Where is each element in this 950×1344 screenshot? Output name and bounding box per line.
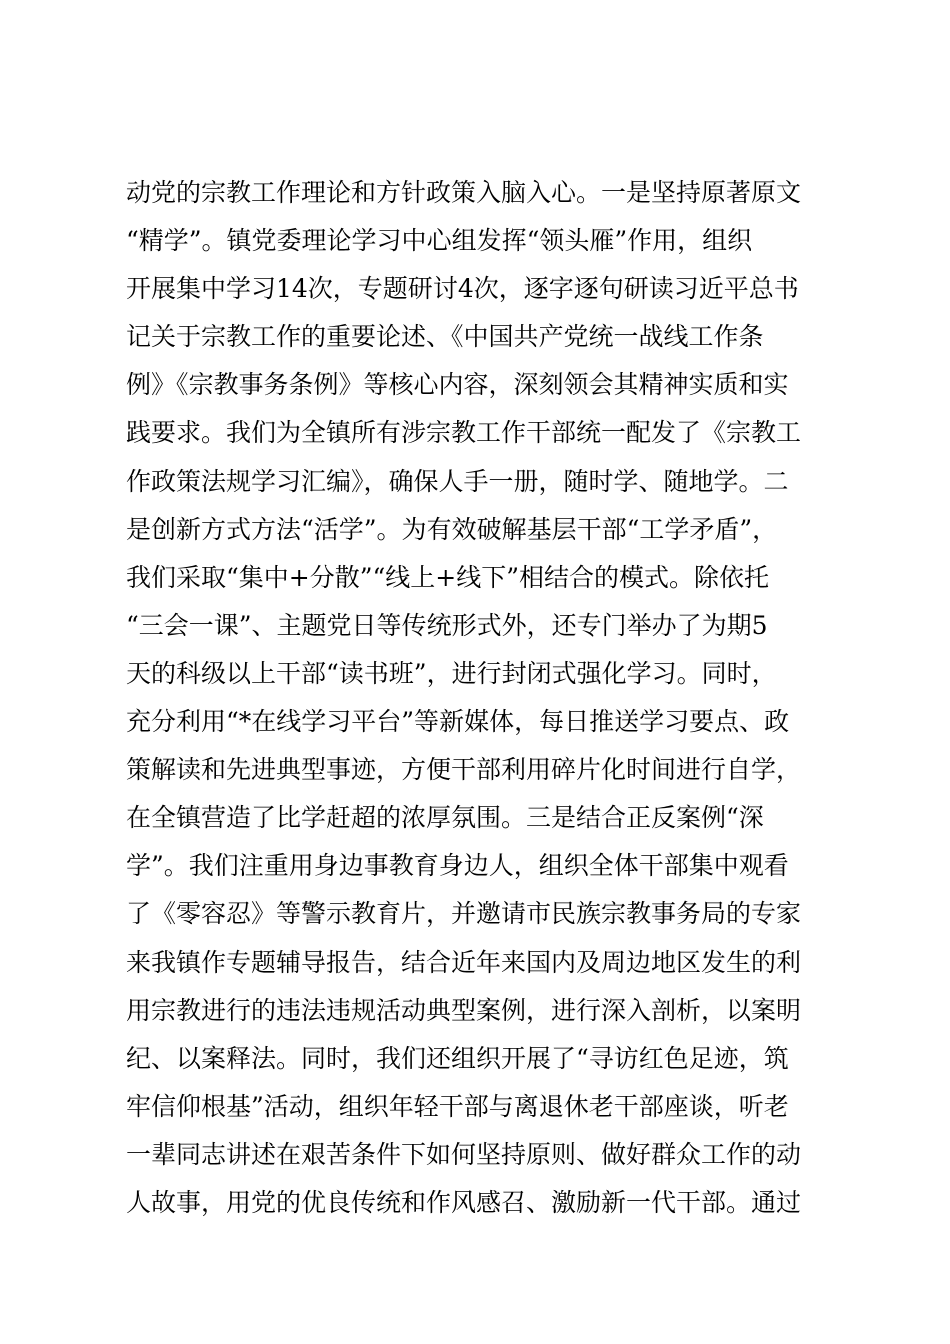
- text-line: 天的科级以上干部“读书班”，进行封闭式强化学习。同时，: [126, 658, 777, 688]
- text-line: 作政策法规学习汇编》，确保人手一册，随时学、随地学。二: [126, 466, 789, 496]
- text-line: 动党的宗教工作理论和方针政策入脑入心。一是坚持原著原文: [126, 178, 802, 207]
- text-line: 牢信仰根基”活动，组织年轻干部与离退休老干部座谈，听老: [126, 1091, 789, 1121]
- text-line: 在全镇营造了比学赶超的浓厚氛围。三是结合正反案例“深: [126, 803, 764, 833]
- text-line: 开展集中学习14次，专题研讨4次，逐字逐句研读习近平总书: [126, 274, 799, 304]
- text-line: 记关于宗教工作的重要论述、《中国共产党统一战线工作条: [126, 322, 764, 352]
- text-line: “三会一课”、主题党日等传统形式外，还专门举办了为期5: [126, 610, 768, 640]
- text-line: 用宗教进行的违法违规活动典型案例，进行深入剖析，以案明: [126, 995, 802, 1025]
- text-line: 纪、以案释法。同时，我们还组织开展了“寻访红色足迹，筑: [126, 1043, 789, 1073]
- text-line: 践要求。我们为全镇所有涉宗教工作干部统一配发了《宗教工: [126, 418, 802, 448]
- text-line: 来我镇作专题辅导报告，结合近年来国内及周边地区发生的利: [126, 947, 802, 977]
- text-line: 一辈同志讲述在艰苦条件下如何坚持原则、做好群众工作的动: [126, 1139, 802, 1169]
- text-line: 了《零容忍》等警示教育片，并邀请市民族宗教事务局的专家: [126, 899, 802, 929]
- text-line: 是创新方式方法“活学”。为有效破解基层干部“工学矛盾”，: [126, 514, 778, 544]
- text-line: 例》《宗教事务条例》等核心内容，深刻领会其精神实质和实: [126, 370, 789, 400]
- text-line: 人故事，用党的优良传统和作风感召、激励新一代干部。通过: [126, 1187, 802, 1217]
- body-paragraph: [126, 169, 846, 1227]
- text-line: 我们采取“集中+分散”“线上+线下”相结合的模式。除依托: [126, 562, 770, 592]
- text-line: 学”。我们注重用身边事教育身边人，组织全体干部集中观看: [126, 851, 789, 881]
- text-line: 充分利用“*在线学习平台”等新媒体，每日推送学习要点、政: [126, 707, 790, 737]
- text-line: “精学”。镇党委理论学习中心组发挥“领头雁”作用，组织: [126, 226, 753, 256]
- text-line: 策解读和先进典型事迹，方便干部利用碎片化时间进行自学，: [126, 755, 802, 785]
